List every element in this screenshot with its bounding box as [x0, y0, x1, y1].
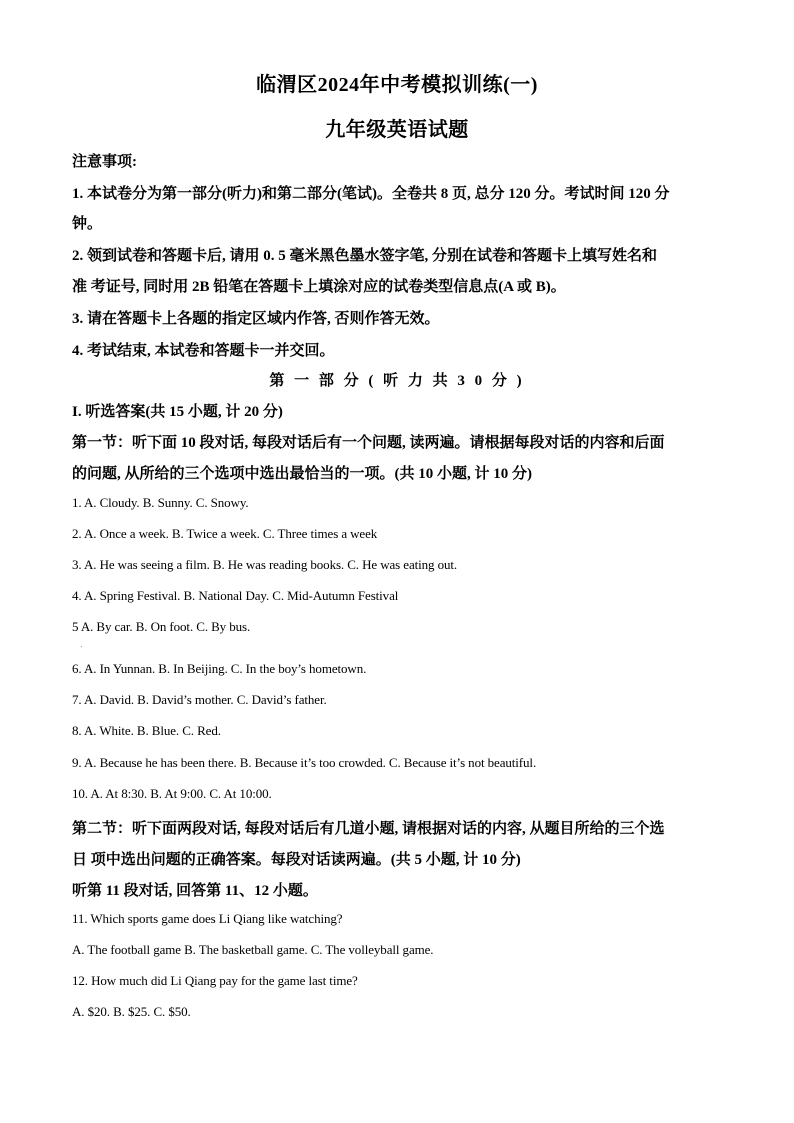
section2-instructions: 第二节：听下面两段对话, 每段对话后有几道小题, 请根据对话的内容, 从题目所给的三个选	[72, 821, 665, 837]
question-5: 5 A. By car. B. On foot. C. By bus.	[72, 619, 251, 634]
question-2: 2. A. Once a week. B. Twice a week. C. Three times a week	[72, 526, 378, 541]
notice-heading: 注意事项:	[72, 154, 137, 170]
question-4: 4. A. Spring Festival. B. National Day. C. Mid-Autumn Festival	[72, 588, 399, 603]
question-7: 7. A. David. B. David’s mother. C. David’s father.	[72, 692, 327, 707]
notice-item: 4. 考试结束, 本试卷和答题卡一并交回。	[72, 343, 335, 359]
stray-mark: `	[80, 645, 83, 654]
question-12: 12. How much did Li Qiang pay for the game last time?	[72, 973, 358, 988]
part1-heading: 第 一 部 分 ( 听 力 共 3 0 分 )	[269, 373, 525, 389]
question-10: 10. A. At 8:30. B. At 9:00. C. At 10:00.	[72, 786, 272, 801]
question-1: 1. A. Cloudy. B. Sunny. C. Snowy.	[72, 495, 249, 510]
notice-item: 准 考证号, 同时用 2B 铅笔在答题卡上填涂对应的试卷类型信息点(A 或 B)。	[72, 279, 566, 295]
question-11-options: A. The football game B. The basketball game. C. The volleyball game.	[72, 942, 434, 957]
notice-item: 钟。	[72, 216, 103, 232]
section1-instructions: 第一节：听下面 10 段对话, 每段对话后有一个问题, 读两遍。请根据每段对话的内容和后面	[72, 435, 665, 451]
section-title: I. 听选答案(共 15 小题, 计 20 分)	[72, 404, 283, 420]
exam-subtitle: 九年级英语试题	[325, 119, 469, 141]
exam-title: 临渭区2024年中考模拟训练(一)	[256, 74, 538, 96]
notice-item: 3. 请在答题卡上各题的指定区域内作答, 否则作答无效。	[72, 311, 440, 327]
section1-instructions: 的问题, 从所给的三个选项中选出最恰当的一项。(共 10 小题, 计 10 分)	[72, 466, 532, 482]
question-11: 11. Which sports game does Li Qiang like watching?	[72, 911, 343, 926]
notice-item: 1. 本试卷分为第一部分(听力)和第二部分(笔试)。全卷共 8 页, 总分 120 分。考试时间 120 分	[72, 186, 670, 202]
question-3: 3. A. He was seeing a film. B. He was reading books. C. He was eating out.	[72, 557, 458, 572]
section2-instructions: 日 项中选出问题的正确答案。每段对话读两遍。(共 5 小题, 计 10 分)	[72, 852, 521, 868]
question-12-options: A. $20. B. $25. C. $50.	[72, 1004, 191, 1019]
question-6: 6. A. In Yunnan. B. In Beijing. C. In the boy’s hometown.	[72, 661, 367, 676]
question-8: 8. A. White. B. Blue. C. Red.	[72, 723, 221, 738]
dialogue-11-heading: 听第 11 段对话, 回答第 11、12 小题。	[72, 883, 318, 899]
notice-item: 2. 领到试卷和答题卡后, 请用 0. 5 毫米黑色墨水签字笔, 分别在试卷和答题卡上填写姓名和	[72, 248, 658, 264]
question-9: 9. A. Because he has been there. B. Because it’s too crowded. C. Because it’s not beautiful.	[72, 755, 537, 770]
